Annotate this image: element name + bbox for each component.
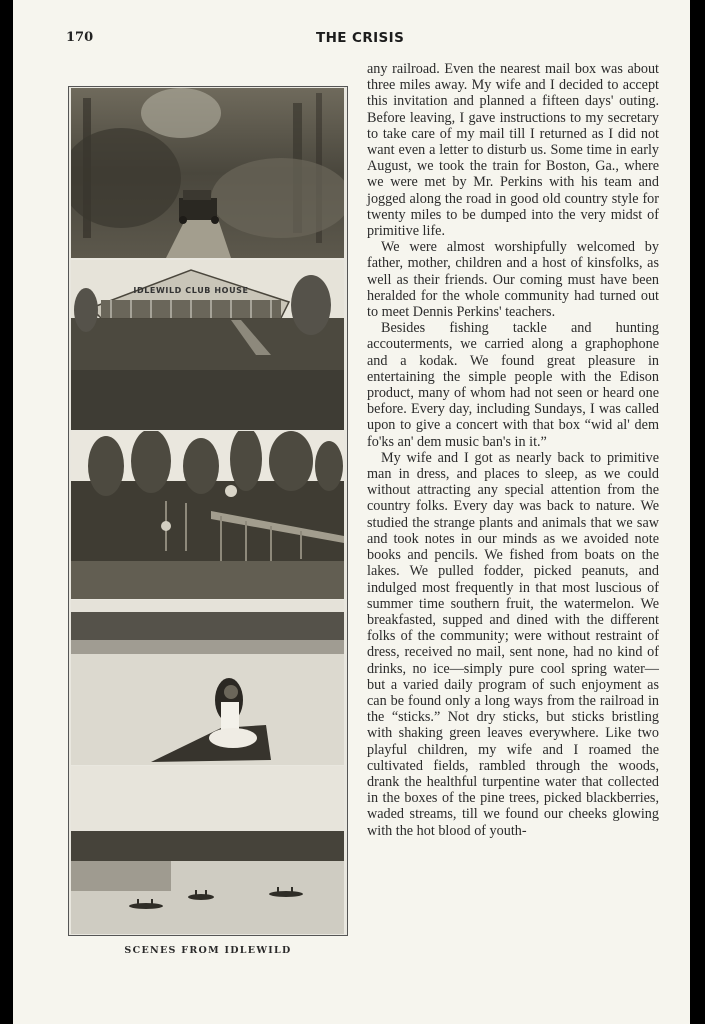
clubhouse-sign: IDLEWILD CLUB HOUSE xyxy=(133,286,249,295)
photo-collage xyxy=(68,86,348,936)
photo-canoes-on-lake xyxy=(71,766,344,934)
article-paragraph: We were almost worshipfully welcomed by father, mother, children and a host of kinsfolks, as well as their friends. Our coming must have been heralded for the whole community had turned out to meet Dennis Perkins' teachers. xyxy=(367,239,659,321)
photo-car-in-woods xyxy=(71,88,344,258)
photo-clubhouse xyxy=(71,260,344,430)
magazine-page xyxy=(13,0,690,1024)
article-paragraph: any railroad. Even the nearest mail box was about three miles away. My wife and I decided to accept this invitation and planned a fifteen days' outing. Before leaving, I gave instructions to my secretary to take care of my mail till I returned as I did not want even a letter to disturb us. Some time in early August, we took the train for Boston, Ga., where we were met by Mr. Perkins with his team and jogged along the road in good old country style for twenty miles to be dumped into the very midst of primitive life. xyxy=(367,61,659,240)
article-paragraph: Besides fishing tackle and hunting accouterments, we carried along a graphophone and a kodak. We found great pleasure in entertaining the simple people with the Edison product, many of whom had not seen or heard one before. Every day, including Sundays, I was called upon to give a concert with that box “wid al' dem fo'ks an' dem music ban's in it.” xyxy=(367,320,659,450)
running-title: THE CRISIS xyxy=(316,30,405,46)
photo-footbridge xyxy=(71,431,344,599)
figure-caption: SCENES FROM IDLEWILD xyxy=(124,945,292,956)
article-text-column xyxy=(367,61,659,839)
article-paragraph: My wife and I got as nearly back to primitive man in dress, and places to sleep, as we could without attracting any special attention from the country folks. Every day was back to nature. We studied the strange plants and animals that we saw and took notes in our minds as we avoided note books and pencils. We fished from boats on the lakes. We pulled fodder, picked peanuts, and indulged most frequently in that most luscious of summer time southern fruit, the watermelon. We breakfasted, supped and dined with the different folks of the community; were without restraint of dress, received no mail, sent none, had no kind of drinks, no ice—simply pure cool spring water—but a varied daily program of such enjoyment as can be found only a long ways from the railroad in the “sticks.” Not dry sticks, but sticks bristling with shaking green leaves everywhere. Like two playful children, my wife and I roamed the cultivated fields, rambled through the woods, drank the healthful turpentine water that collected in the boxes of the pine trees, picked blackberries, waded streams, till we found our cheeks glowing with the hot blood of youth- xyxy=(367,449,659,839)
photo-girl-in-boat xyxy=(71,600,344,765)
page-number: 170 xyxy=(66,30,94,45)
